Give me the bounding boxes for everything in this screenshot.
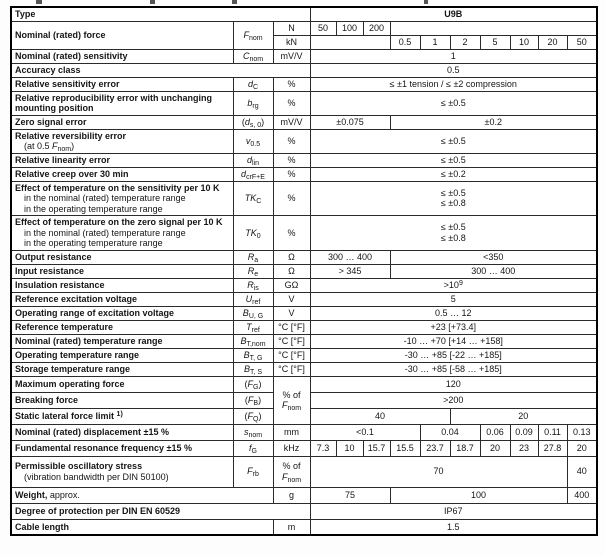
row-label: Storage temperature range: [11, 362, 233, 376]
force-value-kn: 1: [420, 35, 450, 49]
row-label: Zero signal error: [11, 115, 233, 129]
row-value: 18.7: [450, 440, 480, 456]
row-label: Nominal (rated) force: [11, 21, 233, 49]
row-output-resistance: [11, 250, 597, 264]
row-label: Nominal (rated) temperature range: [11, 334, 233, 348]
row-label: Relative creep over 30 min: [11, 167, 233, 181]
cropped-text-fragment: [150, 0, 155, 4]
row-symbol: $B_{T,nom}$: [233, 334, 273, 348]
row-value: 23.7: [420, 440, 450, 456]
row-value: 120: [310, 376, 597, 392]
row-reference-excitation-voltage: [11, 292, 597, 306]
row-symbol: $d_{crF+E}$: [233, 167, 273, 181]
row-value: ≤ ±0.5 ≤ ±0.8: [310, 181, 597, 216]
row-label: Input resistance: [11, 264, 233, 278]
row-value: -30 … +85 [-58 … +185]: [310, 362, 597, 376]
row-zero-signal-error: [11, 115, 597, 129]
row-nominal-displacement: [11, 424, 597, 440]
row-unit: %: [273, 153, 310, 167]
row-unit: %: [273, 77, 310, 91]
row-oscillatory-stress: [11, 456, 597, 487]
row-relative-sensitivity-error: [11, 77, 597, 91]
row-value: 0.06: [480, 424, 510, 440]
row-value: 20: [480, 440, 510, 456]
row-unit: %: [273, 129, 310, 153]
row-symbol: $(d_{s, 0})$: [233, 115, 273, 129]
row-unit: °C [°F]: [273, 362, 310, 376]
row-unit: kHz: [273, 440, 310, 456]
row-symbol: $F_{rb}$: [233, 456, 273, 487]
force-value-n: 50: [310, 21, 336, 35]
row-value: 27.8: [538, 440, 567, 456]
row-weight: [11, 487, 597, 503]
row-label: Type: [11, 7, 310, 21]
row-value: ≤ ±0.5: [310, 129, 597, 153]
row-maximum-operating-force: [11, 376, 597, 392]
row-unit: V: [273, 306, 310, 320]
row-value: 0.09: [510, 424, 538, 440]
row-label: Operating temperature range: [11, 348, 233, 362]
row-value: 1.5: [310, 519, 597, 535]
row-value: -30 … +85 [-22 … +185]: [310, 348, 597, 362]
row-label: Weight, approx.: [11, 487, 273, 503]
row-value: <0.1: [310, 424, 420, 440]
force-value-kn: 50: [567, 35, 597, 49]
row-value: 0.5: [310, 63, 597, 77]
row-symbol: $d_C$: [233, 77, 273, 91]
row-label: Relative reproducibility error with unchanging mounting position: [11, 91, 233, 115]
row-value: ≤ ±0.5 ≤ ±0.8: [310, 216, 597, 251]
row-symbol: $(F_G)$: [233, 376, 273, 392]
row-symbol: $U_{ref}$: [233, 292, 273, 306]
row-symbol: $C_{nom}$: [233, 49, 273, 63]
row-symbol: $(F_Q)$: [233, 408, 273, 424]
row-reversibility-error: [11, 129, 597, 153]
row-type: [11, 7, 597, 21]
row-label: Static lateral force limit $^{1)}$: [11, 408, 233, 424]
row-storage-temperature-range: [11, 362, 597, 376]
force-value-kn: 2: [450, 35, 480, 49]
row-value: 15.5: [390, 440, 420, 456]
row-value: 20: [567, 440, 597, 456]
empty-cell: [390, 21, 597, 35]
row-unit: mm: [273, 424, 310, 440]
row-unit: Ω: [273, 264, 310, 278]
row-unit: %: [273, 216, 310, 251]
row-label: Output resistance: [11, 250, 233, 264]
row-value: ≤ ±0.5: [310, 91, 597, 115]
row-label: Relative reversibility error (at 0.5 $F_{nom}$): [11, 129, 233, 153]
row-unit: °C [°F]: [273, 320, 310, 334]
row-value: 23: [510, 440, 538, 456]
force-value-n: 200: [363, 21, 390, 35]
row-excitation-voltage-range: [11, 306, 597, 320]
row-sensitivity: [11, 49, 597, 63]
row-value: 1: [310, 49, 597, 63]
row-creep: [11, 167, 597, 181]
row-resonance-frequency: [11, 440, 597, 456]
row-symbol: $T_{ref}$: [233, 320, 273, 334]
row-symbol: $(F_B)$: [233, 392, 273, 408]
row-unit: %: [273, 167, 310, 181]
row-insulation-resistance: [11, 278, 597, 292]
row-unit: % of $F_{nom}$: [273, 456, 310, 487]
row-value: 0.13: [567, 424, 597, 440]
row-unit: %: [273, 181, 310, 216]
row-value: 7.3: [310, 440, 336, 456]
row-label: Accuracy class: [11, 63, 310, 77]
row-value: 5: [310, 292, 597, 306]
row-value: 10: [336, 440, 363, 456]
row-unit: Ω: [273, 250, 310, 264]
row-nominal-temperature-range: [11, 334, 597, 348]
row-label: Effect of temperature on the sensitivity per 10 K in the nominal (rated) temperature range in the operating temperature range: [11, 181, 233, 216]
row-value: 40: [567, 456, 597, 487]
row-unit: GΩ: [273, 278, 310, 292]
row-label: Reference temperature: [11, 320, 233, 334]
row-value: 400: [567, 487, 597, 503]
row-nominal-force-n: [11, 21, 597, 35]
row-label: Operating range of excitation voltage: [11, 306, 233, 320]
row-value: $>10^9$: [310, 278, 597, 292]
row-tk-zero-signal: [11, 216, 597, 251]
row-value: ≤ ±0.2: [310, 167, 597, 181]
row-value: 70: [310, 456, 567, 487]
row-symbol: $R_{is}$: [233, 278, 273, 292]
row-degree-of-protection: [11, 503, 597, 519]
row-label: Nominal (rated) displacement ±15 %: [11, 424, 233, 440]
row-label: Cable length: [11, 519, 273, 535]
row-symbol: $B_{T, S}$: [233, 362, 273, 376]
cropped-text-fragment: [424, 0, 428, 4]
row-value: 300 … 400: [310, 250, 390, 264]
row-symbol: $v_{0.5}$: [233, 129, 273, 153]
row-input-resistance: [11, 264, 597, 278]
cropped-text-fragment: [36, 0, 42, 4]
row-accuracy-class: [11, 63, 597, 77]
row-value: 0.04: [420, 424, 480, 440]
row-value: 100: [390, 487, 567, 503]
row-reference-temperature: [11, 320, 597, 334]
row-unit: N: [273, 21, 310, 35]
row-value: <350: [390, 250, 597, 264]
row-symbol: $R_a$: [233, 250, 273, 264]
row-value: IP67: [310, 503, 597, 519]
row-label: Relative linearity error: [11, 153, 233, 167]
row-value: 40: [310, 408, 450, 424]
row-unit: mV/V: [273, 49, 310, 63]
row-symbol: $b_{rg}$: [233, 91, 273, 115]
row-symbol: $d_{lin}$: [233, 153, 273, 167]
row-reproducibility-error: [11, 91, 597, 115]
row-label: Insulation resistance: [11, 278, 233, 292]
row-value: > 345: [310, 264, 390, 278]
row-value: 0.5 … 12: [310, 306, 597, 320]
row-value: +23 [+73.4]: [310, 320, 597, 334]
row-unit: mV/V: [273, 115, 310, 129]
cropped-text-fragment: [232, 0, 237, 4]
row-label: Maximum operating force: [11, 376, 233, 392]
row-label: Degree of protection per DIN EN 60529: [11, 503, 310, 519]
empty-cell: [310, 35, 390, 49]
row-unit: %: [273, 91, 310, 115]
row-symbol: $s_{nom}$: [233, 424, 273, 440]
row-symbol: $f_G$: [233, 440, 273, 456]
row-label: Effect of temperature on the zero signal per 10 K in the nominal (rated) temperature range in the operating temperature range: [11, 216, 233, 251]
row-value: -10 … +70 [+14 … +158]: [310, 334, 597, 348]
row-label: Relative sensitivity error: [11, 77, 233, 91]
row-label: Fundamental resonance frequency ±15 %: [11, 440, 233, 456]
specifications-table: [10, 6, 598, 536]
row-symbol: $TK_C$: [233, 181, 273, 216]
row-symbol: $TK_0$: [233, 216, 273, 251]
row-value: ±0.075: [310, 115, 390, 129]
row-symbol: $F_{nom}$: [233, 21, 273, 49]
row-label: Reference excitation voltage: [11, 292, 233, 306]
row-label: Permissible oscillatory stress (vibration bandwidth per DIN 50100): [11, 456, 233, 487]
row-value: >200: [310, 392, 597, 408]
row-unit: °C [°F]: [273, 348, 310, 362]
row-unit: m: [273, 519, 310, 535]
row-linearity-error: [11, 153, 597, 167]
row-symbol: $B_{U, G}$: [233, 306, 273, 320]
type-value: U9B: [310, 7, 597, 21]
row-cable-length: [11, 519, 597, 535]
row-value: ±0.2: [390, 115, 597, 129]
row-unit: % of $F_{nom}$: [273, 376, 310, 424]
row-unit: °C [°F]: [273, 334, 310, 348]
row-tk-sensitivity: [11, 181, 597, 216]
row-unit: g: [273, 487, 310, 503]
force-value-kn: 20: [538, 35, 567, 49]
row-operating-temperature-range: [11, 348, 597, 362]
force-value-kn: 10: [510, 35, 538, 49]
row-value: ≤ ±1 tension / ≤ ±2 compression: [310, 77, 597, 91]
row-value: 20: [450, 408, 597, 424]
row-symbol: $R_e$: [233, 264, 273, 278]
force-value-n: 100: [336, 21, 363, 35]
force-value-kn: 0.5: [390, 35, 420, 49]
row-label: Nominal (rated) sensitivity: [11, 49, 233, 63]
row-value: 15.7: [363, 440, 390, 456]
row-unit: V: [273, 292, 310, 306]
row-unit: kN: [273, 35, 310, 49]
row-symbol: $B_{T, G}$: [233, 348, 273, 362]
row-value: ≤ ±0.5: [310, 153, 597, 167]
row-value: 300 … 400: [390, 264, 597, 278]
force-value-kn: 5: [480, 35, 510, 49]
row-value: 0.11: [538, 424, 567, 440]
row-label: Breaking force: [11, 392, 233, 408]
row-value: 75: [310, 487, 390, 503]
